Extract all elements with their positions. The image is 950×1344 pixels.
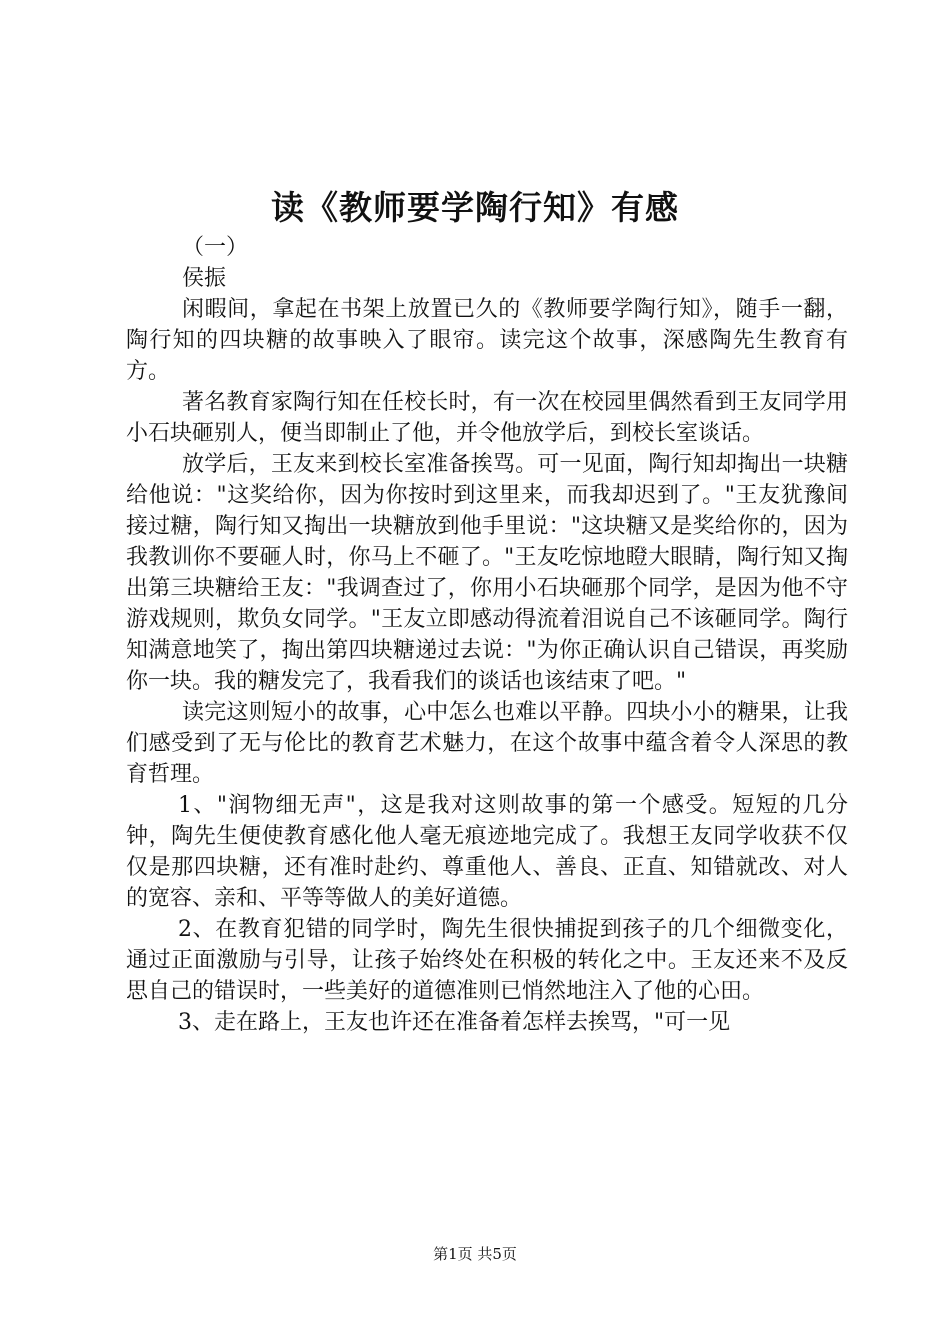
numbered-paragraph: 1、"润物细无声"，这是我对这则故事的第一个感受。短短的几分钟，陶先生便使教育感化他人毫无痕迹地完成了。我想王友同学收获不仅仅是那四块糖，还有准时赴约、尊重他人、善良、正直、知错就改、对人的宽容、亲和、平等等做人的美好道德。 bbox=[126, 793, 848, 911]
paragraph: 读完这则短小的故事，心中怎么也难以平静。四块小小的糖果，让我们感受到了无与伦比的教育艺术魅力，在这个故事中蕴含着令人深思的教育哲理。 bbox=[126, 700, 848, 787]
numbered-paragraph: 3、走在路上，王友也许还在准备着怎样去挨骂，"可一见 bbox=[178, 1010, 731, 1035]
paragraph: 放学后，王友来到校长室准备挨骂。可一见面，陶行知却掏出一块糖给他说："这奖给你，因为你按时到这里来，而我却迟到了。"王友犹豫间接过糖，陶行知又掏出一块糖放到他手里说："这块糖又是奖给你的，因为我教训你不要砸人时，你马上不砸了。"王友吃惊地瞪大眼睛，陶行知又掏出第三块糖给王友："我调查过了，你用小石块砸那个同学，是因为他不守游戏规则，欺负女同学。"王友立即感动得流着泪说自己不该砸同学。陶行知满意地笑了，掏出第四块糖递过去说："为你正确认识自己错误，再奖励你一块。我的糖发完了，我看我们的谈话也该结束了吧。" bbox=[126, 452, 848, 694]
numbered-paragraph: 2、在教育犯错的同学时，陶先生很快捕捉到孩子的几个细微变化，通过正面激励与引导，让孩子始终处在积极的转化之中。王友还来不及反思自己的错误时，一些美好的道德准则已悄然地注入了他的心田。 bbox=[126, 917, 848, 1004]
author-name: 侯振 bbox=[182, 266, 227, 291]
document-body bbox=[126, 232, 848, 1038]
document-title: 读《教师要学陶行知》有感 bbox=[271, 188, 679, 227]
page-footer: 第1页 共5页 bbox=[433, 1245, 517, 1263]
paragraph: 著名教育家陶行知在任校长时，有一次在校园里偶然看到王友同学用小石块砸别人，便当即制止了他，并令他放学后，到校长室谈话。 bbox=[126, 390, 848, 446]
paragraph: 闲暇间，拿起在书架上放置已久的《教师要学陶行知》，随手一翻，陶行知的四块糖的故事映入了眼帘。读完这个故事，深感陶先生教育有方。 bbox=[126, 297, 848, 384]
section-number: （一） bbox=[182, 235, 249, 260]
